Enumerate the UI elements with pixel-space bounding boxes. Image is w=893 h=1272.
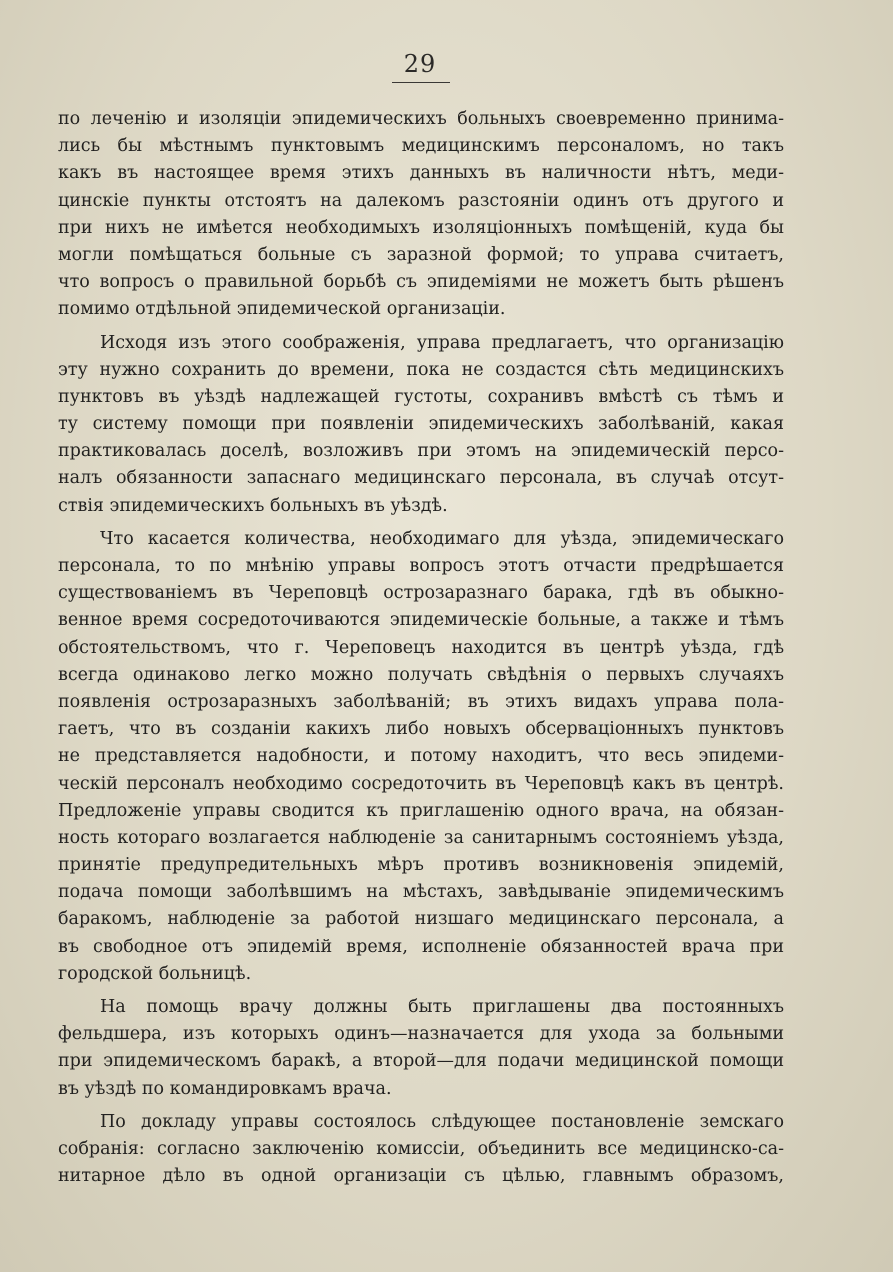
text-line: подача помощи заболѣвшимъ на мѣстахъ, завѣдываніе эпидемическимъ [58,882,784,903]
page-number: 29 [403,50,437,78]
text-line: пунктовъ въ уѣздѣ надлежащей густоты, сохранивъ вмѣстѣ съ тѣмъ и [58,386,784,407]
text-line: появленія острозаразныхъ заболѣваній; въ этихъ видахъ управа пола- [58,691,784,712]
text-line: практиковалась доселѣ, возложивъ при этомъ на эпидемическій персо- [58,441,784,462]
text-line: баракомъ, наблюденіе за работой низшаго медицинскаго персонала, а [58,909,784,930]
text-line: всегда одинаково легко можно получать свѣдѣнія о первыхъ случаяхъ [58,664,784,685]
text-line: ствія эпидемическихъ больныхъ въ уѣздѣ. [58,495,448,516]
text-line: Предложеніе управы сводится къ приглашенію одного врача, на обязан- [58,800,784,821]
text-line: ческій персоналъ необходимо сосредоточить въ Череповцѣ какъ въ центрѣ. [58,773,784,794]
text-line: нитарное дѣло въ одной организаціи съ цѣлью, главнымъ образомъ, [58,1166,784,1187]
text-line: принятіе предупредительныхъ мѣръ противъ возникновенія эпидемій, [58,855,784,876]
text-line: существованіемъ въ Череповцѣ острозаразнаго барака, гдѣ въ обыкно- [58,583,784,604]
text-line: гаетъ, что въ созданіи какихъ либо новыхъ обсерваціонныхъ пунктовъ [58,719,784,740]
page-number-rule [392,82,450,83]
text-line: могли помѣщаться больные съ заразной формой; то управа считаетъ, [58,244,784,265]
text-line: налъ обязанности запаснаго медицинскаго персонала, въ случаѣ отсут- [58,468,784,489]
text-line: обстоятельствомъ, что г. Череповецъ находится въ центрѣ уѣзда, гдѣ [58,637,784,658]
paragraph-1 [58,106,784,324]
paragraph-2 [58,330,784,520]
text-line: фельдшера, изъ которыхъ одинъ—назначается для ухода за больными [58,1024,784,1045]
text-line: помимо отдѣльной эпидемической организаціи. [58,299,506,320]
paragraph-3 [58,526,784,988]
text-line: при эпидемическомъ баракѣ, а второй—для подачи медицинской помощи [58,1051,784,1072]
text-line: какъ въ настоящее время этихъ данныхъ въ наличности нѣтъ, меди- [58,163,784,184]
text-line: венное время сосредоточиваются эпидемическіе больные, а также и тѣмъ [58,610,784,631]
text-line: въ свободное отъ эпидемій время, исполненіе обязанностей врача при [58,936,784,957]
text-line: На помощь врачу должны быть приглашены два постоянныхъ [100,997,784,1017]
text-line: эту нужно сохранить до времени, пока не создастся сѣть медицинскихъ [58,359,784,380]
text-line: ность котораго возлагается наблюденіе за санитарнымъ состояніемъ уѣзда, [58,827,784,848]
text-line: собранія: согласно заключенію комиссіи, объединить все медицинско-са- [58,1138,784,1159]
text-line: городской больницѣ. [58,963,252,984]
text-line: персонала, то по мнѣнію управы вопросъ этотъ отчасти предрѣшается [58,556,784,576]
text-line: цинскіе пункты отстоятъ на далекомъ разстояніи одинъ отъ другого и [58,190,784,211]
paragraph-4 [58,994,784,1103]
text-line: Что касается количества, необходимаго для уѣзда, эпидемическаго [100,528,784,549]
body-text [58,106,784,1190]
text-line: Исходя изъ этого соображенія, управа предлагаетъ, что организацію [100,332,784,353]
text-line: при нихъ не имѣется необходимыхъ изоляціонныхъ помѣщеній, куда бы [58,217,784,238]
text-line: что вопросъ о правильной борьбѣ съ эпидеміями не можетъ быть рѣшенъ [58,272,784,293]
text-line: по леченію и изоляціи эпидемическихъ больныхъ своевременно принима- [58,109,784,129]
paragraph-5 [58,1109,784,1191]
text-line: ту систему помощи при появленіи эпидемическихъ заболѣваній, какая [58,414,784,435]
text-line: лись бы мѣстнымъ пунктовымъ медицинскимъ персоналомъ, но такъ [58,136,784,157]
text-line: въ уѣздѣ по командировкамъ врача. [58,1078,392,1099]
text-line: не представляется надобности, и потому находитъ, что весь эпидеми- [58,746,784,767]
text-line: По докладу управы состоялось слѣдующее постановленіе земскаго [100,1111,784,1132]
